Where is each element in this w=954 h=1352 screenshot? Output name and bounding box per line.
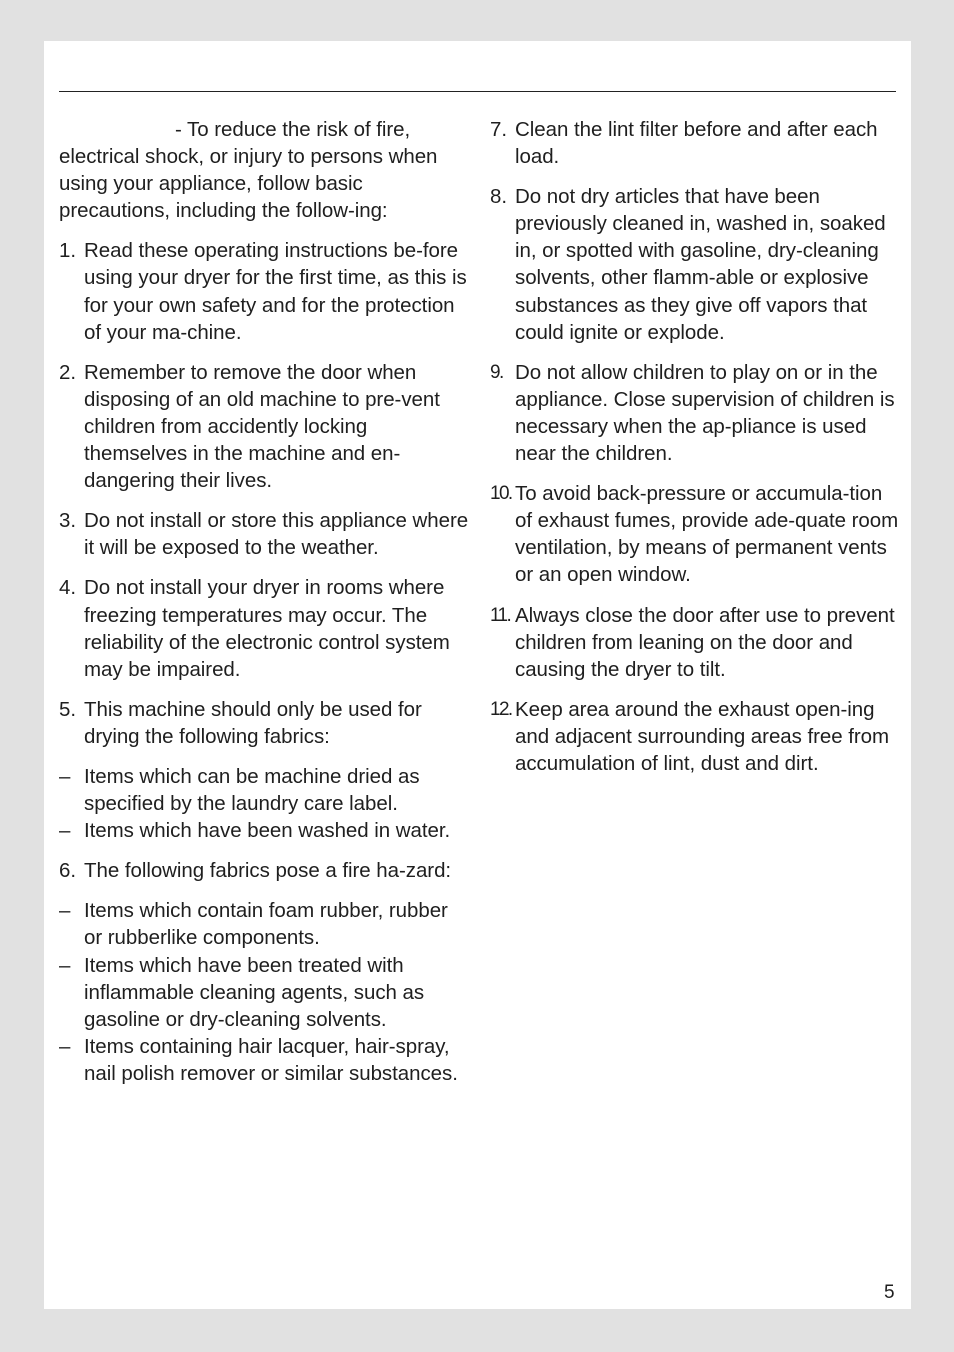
dash-text: Items which contain foam rubber, rubber or rubberlike components. — [84, 899, 448, 950]
item-text: Clean the lint filter before and after each load. — [515, 118, 878, 169]
dash-item — [59, 952, 471, 1033]
item-number: 9. — [490, 361, 503, 383]
item-number: 5. — [59, 697, 76, 721]
item-number: 10. — [490, 483, 512, 505]
list-item-3 — [59, 507, 471, 561]
item-number: 3. — [59, 509, 76, 533]
item-number: 6. — [59, 859, 76, 883]
dash-item — [59, 897, 471, 951]
dash-text: Items which have been washed in water. — [84, 819, 451, 843]
right-column — [490, 116, 900, 790]
item-number: 4. — [59, 576, 76, 600]
list-item-4 — [59, 574, 471, 682]
list-item-9 — [490, 359, 900, 467]
item-text: Always close the door after use to prevent children from leaning on the door and causing the dryer to tilt. — [515, 603, 895, 681]
item-text: Do not install your dryer in rooms where freezing temperatures may occur. The reliability of the electronic control system may be impaired. — [84, 576, 450, 681]
dash-item — [59, 1033, 471, 1087]
dash-text: Items containing hair lacquer, hair-spray, nail polish remover or similar substances. — [84, 1034, 458, 1085]
list-item-8 — [490, 183, 900, 346]
intro-text: - To reduce the risk of fire, electrical shock, or injury to persons when using your appliance, follow basic precautions, including the follow-ing: — [59, 118, 438, 223]
item-text: Do not dry articles that have been previously cleaned in, washed in, soaked in, or spotted with gasoline, dry-cleaning solvents, other flamm-able or explosive substances as they give off vapors that could ignite or explode. — [515, 185, 886, 344]
list-item-2 — [59, 359, 471, 494]
item-text: Do not install or store this appliance where it will be exposed to the weather. — [84, 509, 469, 560]
dash-marker: – — [59, 764, 71, 788]
dash-marker: – — [59, 953, 71, 977]
page-number: 5 — [884, 1282, 895, 1303]
list-item-7 — [490, 116, 900, 170]
item-text: To avoid back-pressure or accumula-tion of exhaust fumes, provide ade-quate room ventilation, by means of permanent vents or an open window. — [515, 482, 899, 587]
dash-text: Items which can be machine dried as specified by the laundry care label. — [84, 764, 420, 816]
item-text: Do not allow children to play on or in the appliance. Close supervision of children is necessary when the ap-pliance is used near the children. — [515, 360, 895, 466]
list-item-6 — [59, 857, 471, 884]
item-text: This machine should only be used for drying the following fabrics: — [84, 697, 422, 748]
intro-paragraph — [59, 116, 471, 224]
dash-marker: – — [59, 819, 71, 843]
list-item-1 — [59, 237, 471, 345]
dash-item — [59, 817, 471, 844]
hazard-fabrics-list — [59, 897, 471, 1087]
list-item-5 — [59, 696, 471, 750]
allowed-fabrics-list — [59, 763, 471, 844]
list-item-10 — [490, 480, 900, 588]
item-number: 12. — [490, 698, 512, 720]
document-page — [44, 41, 911, 1309]
item-number: 7. — [490, 118, 507, 141]
dash-item — [59, 763, 471, 817]
item-text: Remember to remove the door when disposing of an old machine to pre-vent children from accidently locking themselves in the machine and en-dangering their lives. — [84, 360, 440, 493]
left-column — [59, 116, 471, 1100]
item-text: Read these operating instructions be-fore using your dryer for the first time, as this is for your own safety and for the protection of your ma-chine. — [84, 239, 467, 344]
item-number: 11. — [490, 604, 511, 626]
item-number: 1. — [59, 239, 76, 263]
dash-marker: – — [59, 1034, 71, 1058]
list-item-12 — [490, 696, 900, 777]
list-item-11 — [490, 602, 900, 683]
item-text: The following fabrics pose a fire ha-zard: — [84, 859, 452, 883]
dash-text: Items which have been treated with inflammable cleaning agents, such as gasoline or dry-cleaning solvents. — [84, 953, 425, 1031]
item-text: Keep area around the exhaust open-ing and adjacent surrounding areas free from accumulation of lint, dust and dirt. — [515, 697, 890, 775]
item-number: 8. — [490, 185, 507, 209]
item-number: 2. — [59, 360, 76, 384]
header-rule — [59, 91, 896, 92]
dash-marker: – — [59, 899, 71, 923]
